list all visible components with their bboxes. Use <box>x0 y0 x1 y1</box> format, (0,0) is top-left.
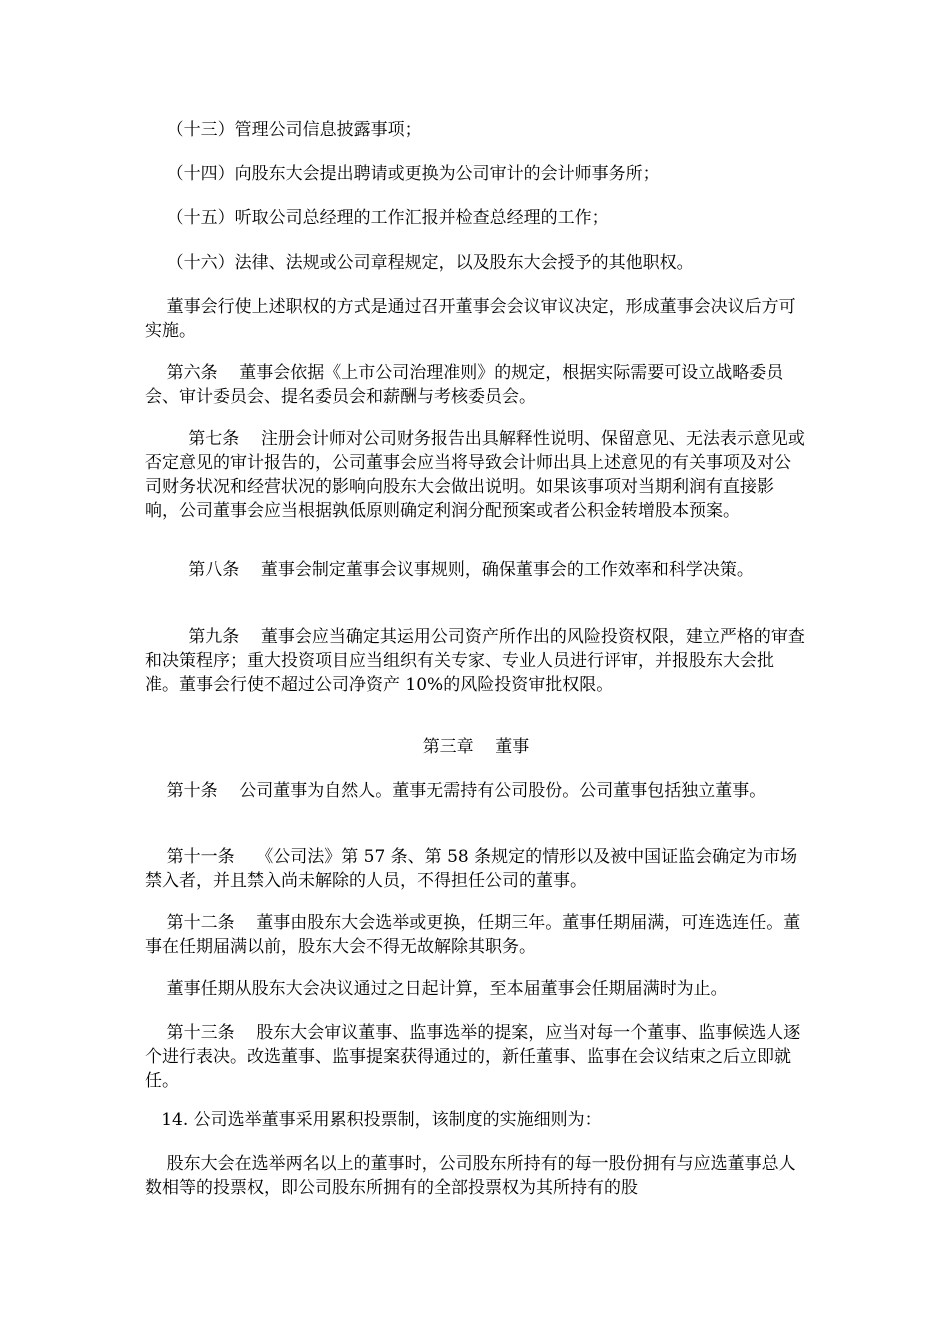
paragraph-item-15: （十五）听取公司总经理的工作汇报并检查总经理的工作； <box>145 208 609 228</box>
paragraph-item-16: （十六）法律、法规或公司章程规定，以及股东大会授予的其他职权。 <box>145 253 694 273</box>
paragraph-article-12: 第十二条 董事由股东大会选举或更换，任期三年。董事任期届满，可连选连任。董事在任期届满以前，股东大会不得无故解除其职务。 <box>145 913 801 957</box>
paragraph-cumulative-voting-detail: 股东大会在选举两名以上的董事时，公司股东所持有的每一股份拥有与应选董事总人数相等的投票权，即公司股东所拥有的全部投票权为其所持有的股 <box>145 1154 796 1198</box>
chapter-heading: 第三章 董事 <box>422 737 530 757</box>
paragraph-article-9: 第九条 董事会应当确定其运用公司资产所作出的风险投资权限，建立严格的审查和决策程序；重大投资项目应当组织有关专家、专业人员进行评审，并报股东大会批准。董事会行使不超过公司净资产 10%的风险投资审批权限。 <box>145 627 805 695</box>
paragraph-article-13: 第十三条 股东大会审议董事、监事选举的提案，应当对每一个董事、监事候选人逐个进行表决。改选董事、监事提案获得通过的，新任董事、监事在会议结束之后立即就任。 <box>145 1023 801 1091</box>
paragraph-item-14-cumulative-voting: 14. 公司选举董事采用累积投票制，该制度的实施细则为： <box>145 1110 602 1130</box>
paragraph-item-13: （十三）管理公司信息披露事项； <box>145 120 422 140</box>
paragraph-board-powers: 董事会行使上述职权的方式是通过召开董事会会议审议决定，形成董事会决议后方可实施。 <box>145 297 796 341</box>
paragraph-article-10: 第十条 公司董事为自然人。董事无需持有公司股份。公司董事包括独立董事。 <box>145 781 767 801</box>
paragraph-item-14: （十四）向股东大会提出聘请或更换为公司审计的会计师事务所； <box>145 164 660 184</box>
paragraph-term-calculation: 董事任期从股东大会决议通过之日起计算，至本届董事会任期届满时为止。 <box>145 979 728 999</box>
paragraph-article-8: 第八条 董事会制定董事会议事规则，确保董事会的工作效率和科学决策。 <box>145 560 754 580</box>
paragraph-article-11: 第十一条 《公司法》第 57 条、第 58 条规定的情形以及被中国证监会确定为市场禁入者，并且禁入尚未解除的人员，不得担任公司的董事。 <box>145 847 798 891</box>
paragraph-article-7: 第七条 注册会计师对公司财务报告出具解释性说明、保留意见、无法表示意见或否定意见的审计报告的，公司董事会应当将导致会计师出具上述意见的有关事项及对公司财务状况和经营状况的影响向股东大会做出说明。如果该事项对当期利润有直接影响，公司董事会应当根据孰低原则确定利润分配预案或者公积金转增股本预案。 <box>145 429 805 521</box>
paragraph-article-6: 第六条 董事会依据《上市公司治理准则》的规定，根据实际需要可设立战略委员会、审计委员会、提名委员会和薪酬与考核委员会。 <box>145 363 784 407</box>
